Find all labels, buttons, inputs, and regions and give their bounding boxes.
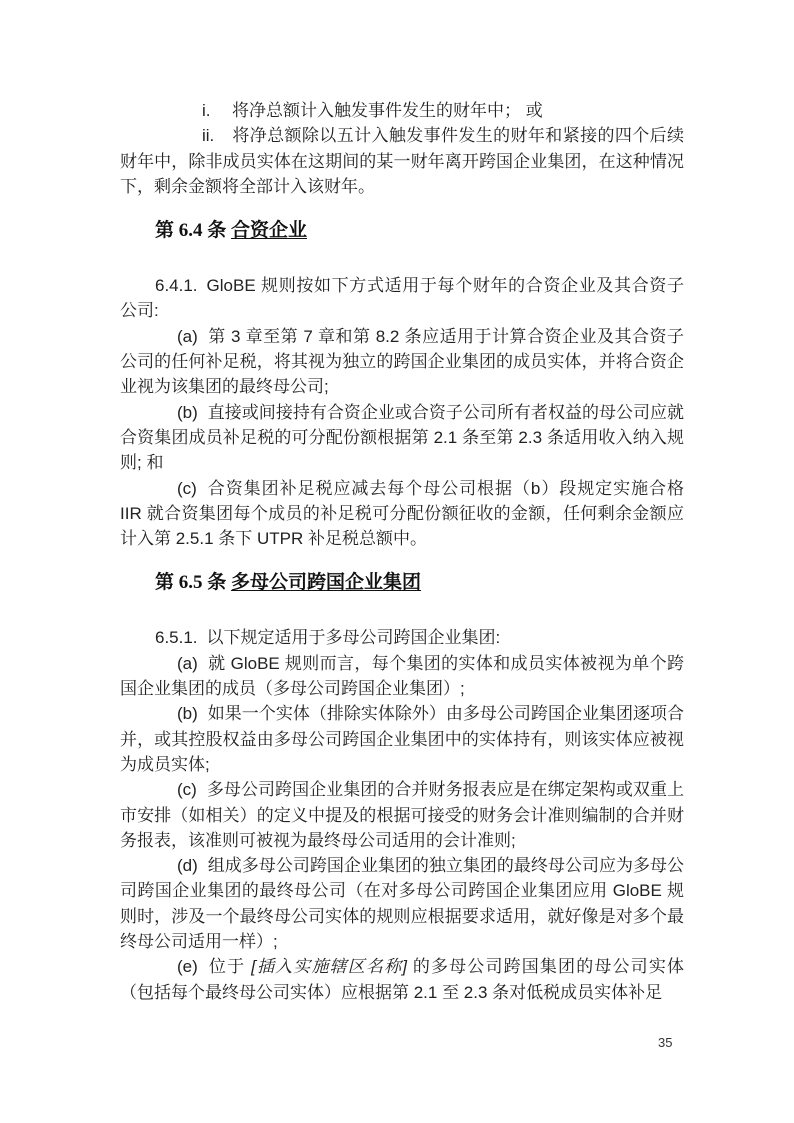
paragraph-6-4-1-a-marker: (a)	[177, 326, 198, 346]
paragraph-6-5-1-c-marker: (c)	[177, 780, 197, 800]
paragraph-6-5-1-d-marker: (d)	[177, 856, 198, 876]
paragraph-6-5-1	[120, 625, 684, 650]
paragraph-6-4-1-number: 6.4.1.	[155, 276, 198, 296]
paragraph-6-5-1-d-text: 组成多母公司跨国企业集团的独立集团的最终母公司应为多母公司跨国企业集团的最终母公司（在对多母公司跨国企业集团应用 GloBE 规则时，涉及一个最终母公司实体的规则应根据要求适用，就好像是对多个最终母公司适用一样）;	[120, 856, 684, 952]
paragraph-6-5-1-number: 6.5.1.	[155, 628, 198, 648]
paragraph-6-5-1-d	[120, 853, 684, 954]
paragraph-6-5-1-a-marker: (a)	[177, 653, 198, 673]
paragraph-6-5-1-a	[120, 651, 684, 702]
paragraph-6-5-1-e-marker: (e)	[177, 957, 198, 977]
paragraph-6-5-1-e-text-post: 的多母公司跨国集团的母公司实体（包括每个最终母公司实体）应根据第 2.1 至 2.3 条对低税成员实体补足	[120, 957, 684, 1002]
list-item-ii-text: 将净总额除以五计入触发事件发生的财年和紧接的四个后续财年中，除非成员实体在这期间的某一财年离开跨国企业集团，在这种情况下，剩余金额将全部计入该财年。	[120, 126, 684, 196]
jurisdiction-placeholder: [插入实施辖区名称]	[251, 957, 407, 977]
paragraph-6-4-1-b-marker: (b)	[177, 402, 198, 422]
section-6-4-title: 合资企业	[231, 220, 308, 242]
list-item-ii	[120, 123, 684, 199]
paragraph-6-5-1-c	[120, 777, 684, 853]
section-heading-6-4	[120, 217, 684, 244]
paragraph-6-4-1-b-text: 直接或间接持有合资企业或合资子公司所有者权益的母公司应就合资集团成员补足税的可分配份额根据第 2.1 条至第 2.3 条适用收入纳入规则; 和	[120, 402, 684, 473]
paragraph-6-5-1-b-marker: (b)	[177, 704, 198, 724]
paragraph-6-5-1-c-text: 多母公司跨国企业集团的合并财务报表应是在绑定架构或双重上市安排（如相关）的定义中提及的根据可接受的财务会计准则编制的合并财务报表，该准则可被视为最终母公司适用的会计准则;	[120, 780, 684, 850]
paragraph-6-5-1-a-text: 就 GloBE 规则而言，每个集团的实体和成员实体被视为单个跨国企业集团的成员（多母公司跨国企业集团）;	[120, 653, 684, 699]
paragraph-6-4-1-text: GloBE 规则按如下方式适用于每个财年的合资企业及其合资子公司:	[120, 276, 684, 321]
paragraph-6-4-1	[120, 273, 684, 324]
list-marker-i: i.	[202, 101, 211, 120]
paragraph-6-4-1-b	[120, 400, 684, 476]
section-6-5-title: 多母公司跨国企业集团	[231, 572, 422, 594]
paragraph-6-4-1-a-text: 第 3 章至第 7 章和第 8.2 条应适用于计算合资企业及其合资子公司的任何补足税，将其视为独立的跨国企业集团的成员实体，并将合资企业视为该集团的最终母公司;	[120, 326, 684, 397]
section-heading-6-5	[120, 569, 684, 596]
paragraph-6-5-1-text: 以下规定适用于多母公司跨国企业集团:	[206, 628, 501, 648]
list-item-i-text: 将净总额计入触发事件发生的财年中； 或	[232, 101, 543, 120]
paragraph-6-5-1-e-text-pre: 位于	[207, 957, 252, 977]
section-6-5-number: 第 6.5 条	[155, 572, 227, 594]
paragraph-6-4-1-c	[120, 476, 684, 552]
paragraph-6-4-1-c-marker: (c)	[177, 478, 197, 498]
paragraph-6-5-1-b-text: 如果一个实体（排除实体除外）由多母公司跨国企业集团逐项合并，或其控股权益由多母公司跨国企业集团中的实体持有，则该实体应被视为成员实体;	[120, 704, 684, 774]
paragraph-6-4-1-a	[120, 324, 684, 400]
paragraph-6-5-1-b	[120, 701, 684, 777]
section-6-4-number: 第 6.4 条	[155, 220, 227, 242]
list-item-i	[120, 98, 684, 123]
paragraph-6-5-1-e	[120, 954, 684, 1005]
page-number: 35	[658, 1035, 673, 1050]
list-marker-ii: ii.	[202, 126, 215, 146]
paragraph-6-4-1-c-text: 合资集团补足税应减去每个母公司根据（b）段规定实施合格 IIR 就合资集团每个成员的补足税可分配份额征收的金额，任何剩余金额应计入第 2.5.1 条下 UTPR 补足税总额中。	[120, 478, 684, 549]
